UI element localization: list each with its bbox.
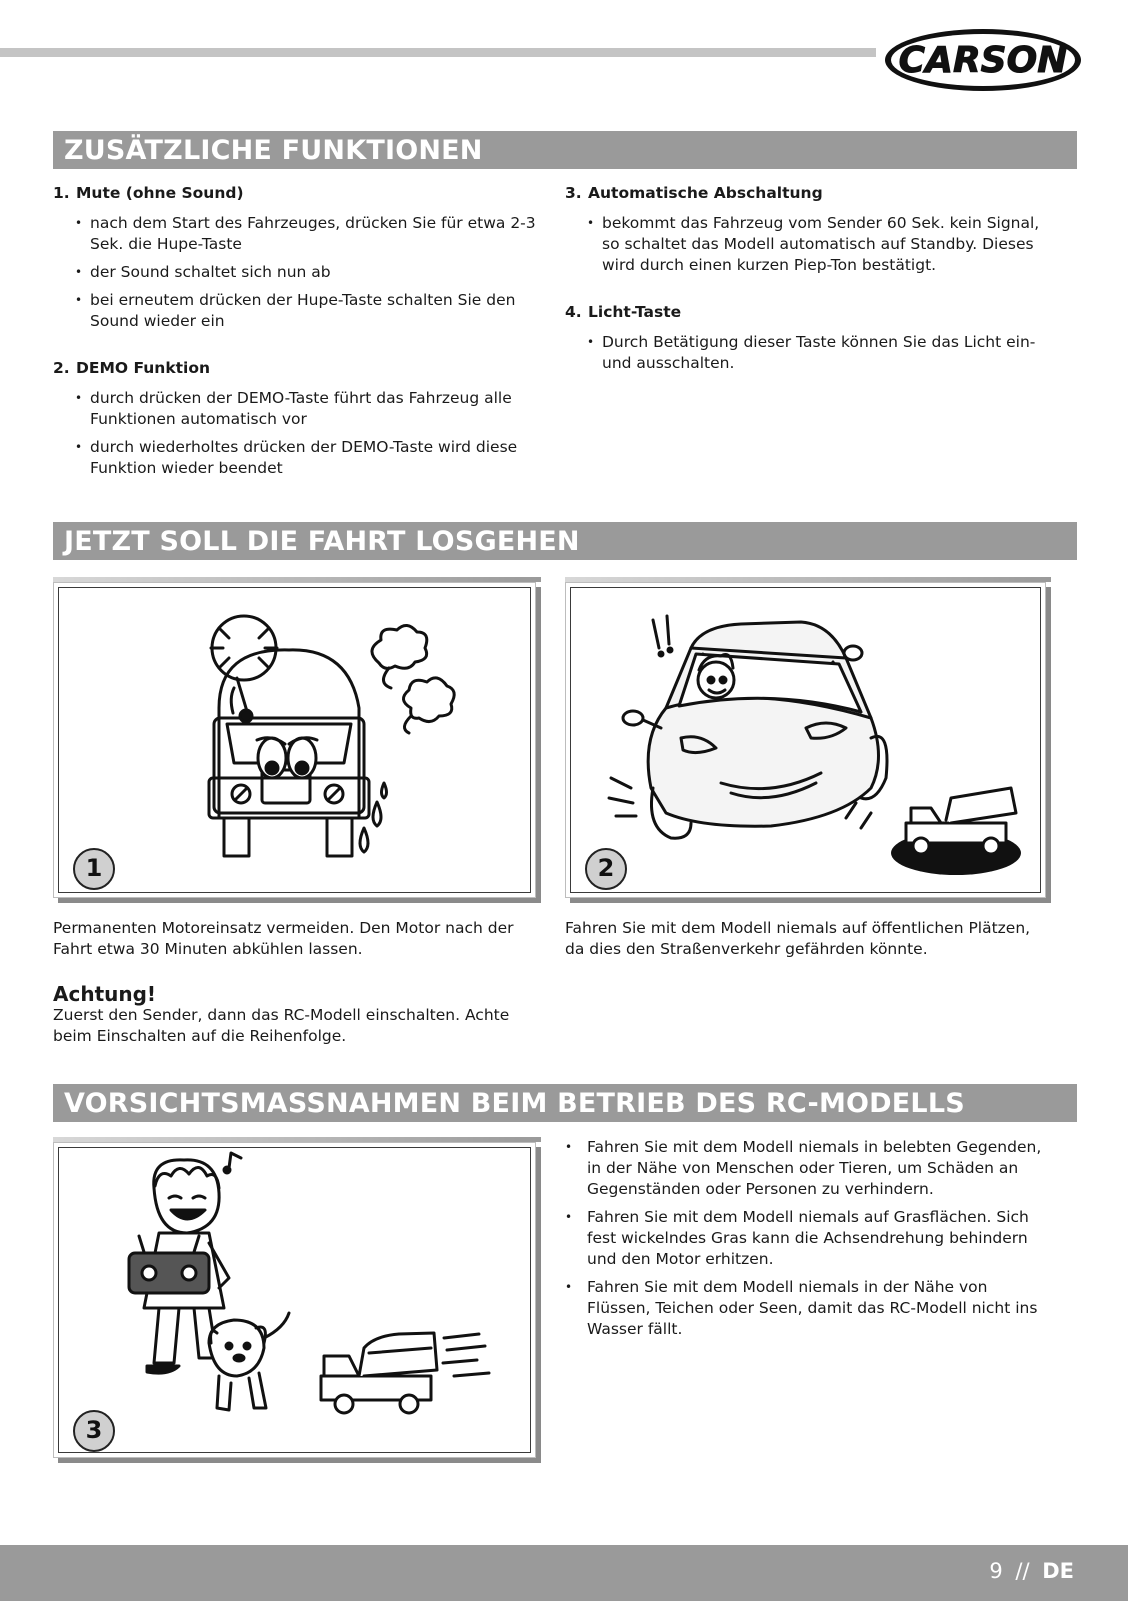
car-driver-illustration (571, 588, 1041, 893)
illustration-panel-traffic (565, 582, 1046, 898)
item-heading: 2. DEMO Funktion (53, 359, 211, 377)
list-item: • Durch Betätigung dieser Taste können Sie das Licht ein- und ausschalten. (587, 332, 1055, 374)
caption-engine: Permanenten Motoreinsatz vermeiden. Den Motor nach der Fahrt etwa 30 Minuten abkühlen lassen. (53, 919, 514, 958)
section-header-drive (53, 522, 1077, 560)
list-item: • Fahren Sie mit dem Modell niemals in belebten Gegenden, in der Nähe von Menschen oder Tieren, um Schäden an Gegenständen oder Personen zu verhindern. (565, 1137, 1050, 1200)
bullet-list (587, 332, 1055, 374)
step-badge-2: 2 (585, 848, 627, 890)
extra-functions-left-column (53, 183, 553, 486)
overheated-truck-illustration (59, 588, 531, 893)
step-badge-1: 1 (73, 848, 115, 890)
list-item: • durch drücken der DEMO-Taste führt das Fahrzeug alle Funktionen automatisch vor (75, 388, 553, 430)
header-rule (0, 48, 876, 57)
bullet-list (75, 213, 553, 332)
footer-bar (0, 1545, 1128, 1601)
list-item: • bekommt das Fahrzeug vom Sender 60 Sek. kein Signal, so schaltet das Modell automatisch auf Standby. Dieses wird durch einen kurzen Piep-Ton bestätigt. (587, 213, 1055, 276)
warning-title: Achtung! (53, 982, 157, 1006)
section-title: VORSICHTSMASSNAHMEN BEIM BETRIEB DES RC-MODELLS (64, 1088, 965, 1119)
illustration-panel-engine (53, 582, 536, 898)
section-title: ZUSÄTZLICHE FUNKTIONEN (64, 135, 483, 166)
list-item: • Fahren Sie mit dem Modell niemals auf Grasflächen. Sich fest wickelndes Gras kann die Achsendrehung behindern und den Motor erhitzen. (565, 1207, 1050, 1270)
bullet-list (75, 388, 553, 479)
warning-text: Zuerst den Sender, dann das RC-Modell einschalten. Achte beim Einschalten auf die Reihenfolge. (53, 1006, 510, 1045)
section-header-precautions (53, 1084, 1077, 1122)
list-item: • bei erneutem drücken der Hupe-Taste schalten Sie den Sound wieder ein (75, 290, 553, 332)
list-item: • nach dem Start des Fahrzeuges, drücken Sie für etwa 2-3 Sek. die Hupe-Taste (75, 213, 553, 255)
item-heading: 4. Licht-Taste (565, 303, 682, 321)
carson-logo (882, 24, 1084, 94)
item-heading: 3. Automatische Abschaltung (565, 184, 823, 202)
item-heading: 1. Mute (ohne Sound) (53, 184, 244, 202)
caption-traffic: Fahren Sie mit dem Modell niemals auf öffentlichen Plätzen, da dies den Straßenverkehr gefährden könnte. (565, 919, 1031, 958)
illustration-panel-precautions (53, 1142, 536, 1458)
logo-text: CARSON (898, 40, 1068, 81)
boy-dog-truck-illustration (59, 1148, 531, 1453)
list-item: • Fahren Sie mit dem Modell niemals in der Nähe von Flüssen, Teichen oder Seen, damit das RC-Modell nicht ins Wasser fällt. (565, 1277, 1050, 1340)
list-item: • der Sound schaltet sich nun ab (75, 262, 553, 283)
step-badge-3: 3 (73, 1410, 115, 1452)
section-header-extra-functions (53, 131, 1077, 169)
page-number: 9 // DE (989, 1559, 1074, 1583)
bullet-list (565, 1137, 1050, 1340)
list-item: • durch wiederholtes drücken der DEMO-Taste wird diese Funktion wieder beendet (75, 437, 553, 479)
extra-functions-right-column (565, 183, 1055, 381)
section-title: JETZT SOLL DIE FAHRT LOSGEHEN (64, 526, 580, 557)
bullet-list (587, 213, 1055, 276)
precautions-column (565, 1137, 1050, 1347)
language-code: DE (1042, 1559, 1074, 1583)
